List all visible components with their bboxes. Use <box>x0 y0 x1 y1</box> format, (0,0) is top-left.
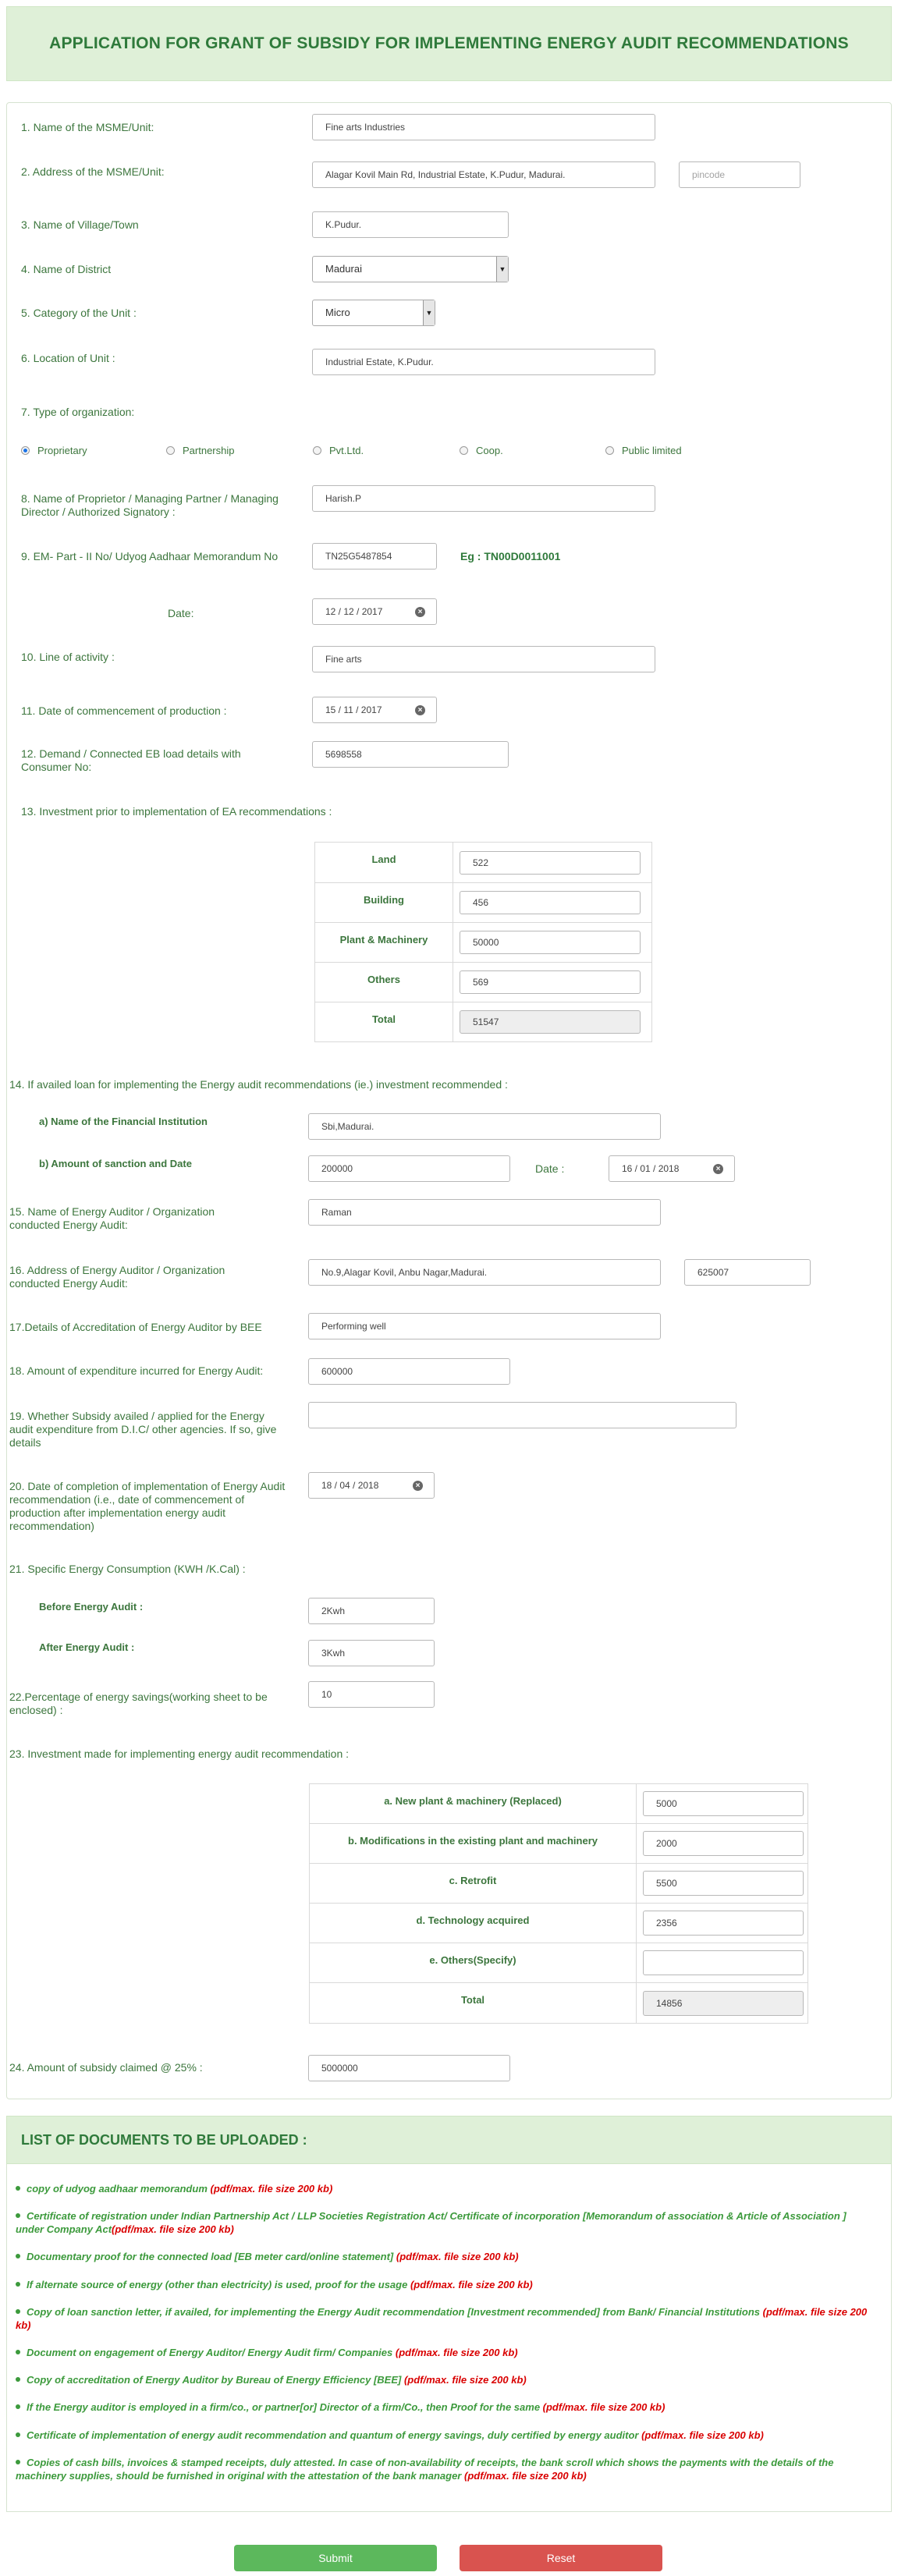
msme-name-input[interactable]: Fine arts Industries <box>312 114 655 140</box>
audit-expenditure-input[interactable]: 600000 <box>308 1358 510 1385</box>
category-select[interactable] <box>312 300 435 326</box>
radio-label: Pvt.Ltd. <box>329 445 364 456</box>
documents-title: LIST OF DOCUMENTS TO BE UPLOADED : <box>21 2132 307 2148</box>
document-item <box>16 2305 874 2332</box>
document-item <box>16 2400 874 2414</box>
document-note: (pdf/max. file size 200 kb) <box>641 2429 764 2441</box>
energy-savings-input[interactable]: 10 <box>308 1681 435 1708</box>
accreditation-input[interactable]: Performing well <box>308 1313 661 1339</box>
document-item <box>16 2346 874 2359</box>
bullet-icon <box>16 2350 20 2354</box>
bullet-icon <box>16 2460 20 2464</box>
q13-label: 13. Investment prior to implementation of EA recommendations : <box>21 805 332 818</box>
document-text: Certificate of registration under Indian Partnership Act / LLP Societies Registration Act/ Certificate of incorporation [Memorandum of association & Article of Association ] under Company Act <box>16 2210 847 2235</box>
q24-label: 24. Amount of subsidy claimed @ 25% : <box>9 2061 203 2074</box>
clear-icon[interactable]: × <box>415 607 425 617</box>
document-item <box>16 2182 874 2195</box>
q17-label: 17.Details of Accreditation of Energy Auditor by BEE <box>9 1321 262 1333</box>
table-row-cell <box>637 1784 808 1824</box>
document-note: (pdf/max. file size 200 kb) <box>463 2470 587 2482</box>
udyog-date-value: 12 / 12 / 2017 <box>325 606 383 617</box>
table-row <box>310 1824 808 1864</box>
org-radio-public-limited[interactable] <box>605 445 682 456</box>
q22-label: 22.Percentage of energy savings(working sheet to be enclosed) : <box>9 1691 268 1716</box>
q7-label: 7. Type of organization: <box>21 406 135 418</box>
document-note: (pdf/max. file size 200 kb) <box>396 2251 519 2262</box>
production-date-value: 15 / 11 / 2017 <box>325 704 382 715</box>
documents-header <box>6 2116 892 2164</box>
completion-date-input[interactable] <box>308 1472 435 1499</box>
radio-checked-icon <box>21 446 30 455</box>
district-select[interactable] <box>312 256 509 282</box>
document-text: Copies of cash bills, invoices & stamped receipts, duly attested. In case of non-availability of receipts, the bank scroll which shows the payments with the details of the machinery supplies, should be furnished in original with the attestation of the bank manager <box>16 2457 834 2482</box>
table-row-cell <box>637 1943 808 1983</box>
table-row-cell <box>453 883 652 923</box>
document-note: (pdf/max. file size 200 kb) <box>210 2183 333 2195</box>
document-note: (pdf/max. file size 200 kb) <box>410 2279 533 2290</box>
table-row <box>310 1864 808 1904</box>
document-item <box>16 2373 874 2386</box>
table-row-cell <box>637 1904 808 1943</box>
table-row-label: Plant & Machinery <box>315 923 453 963</box>
table-row-cell <box>637 1983 808 2024</box>
radio-label: Proprietary <box>37 445 87 456</box>
udyog-date-input[interactable] <box>312 598 437 625</box>
msme-address-input[interactable]: Alagar Kovil Main Rd, Industrial Estate, K.Pudur, Madurai. <box>312 161 655 188</box>
table-row-cell <box>637 1864 808 1904</box>
others-specify-input[interactable] <box>643 1950 804 1975</box>
village-input[interactable]: K.Pudur. <box>312 211 509 238</box>
bullet-icon <box>16 2432 20 2437</box>
bullet-icon <box>16 2309 20 2314</box>
org-radio-partnership[interactable] <box>166 445 234 456</box>
bullet-icon <box>16 2377 20 2382</box>
reset-button[interactable]: Reset <box>460 2545 662 2571</box>
document-item <box>16 2250 874 2263</box>
radio-label: Coop. <box>476 445 503 456</box>
q6-label: 6. Location of Unit : <box>21 352 115 364</box>
q11-label: 11. Date of commencement of production : <box>21 704 227 717</box>
clear-icon[interactable]: × <box>415 705 425 715</box>
table-row-cell <box>453 963 652 1002</box>
table-row <box>315 883 652 923</box>
table-row-cell <box>453 923 652 963</box>
bullet-icon <box>16 2186 20 2191</box>
table-row <box>310 1904 808 1943</box>
table-row-cell <box>637 1824 808 1864</box>
radio-unchecked-icon <box>166 446 175 455</box>
radio-unchecked-icon <box>605 446 614 455</box>
document-note: (pdf/max. file size 200 kb) <box>542 2401 666 2413</box>
investment-prior-table <box>314 842 652 1042</box>
unit-location-input[interactable]: Industrial Estate, K.Pudur. <box>312 349 655 375</box>
document-item <box>16 2209 874 2236</box>
table-row <box>310 1983 808 2024</box>
q9-label: 9. EM- Part - II No/ Udyog Aadhaar Memorandum No <box>21 550 279 562</box>
after-audit-input[interactable]: 3Kwh <box>308 1640 435 1666</box>
q14-date-label: Date : <box>535 1162 565 1175</box>
q21-label: 21. Specific Energy Consumption (KWH /K.Cal) : <box>9 1563 246 1575</box>
q2-label: 2. Address of the MSME/Unit: <box>21 165 165 178</box>
q15-label: 15. Name of Energy Auditor / Organization conducted Energy Audit: <box>9 1205 215 1231</box>
q14a-label: a) Name of the Financial Institution <box>39 1116 208 1127</box>
q4-label: 4. Name of District <box>21 263 112 275</box>
clear-icon[interactable]: × <box>713 1164 723 1174</box>
table-row-cell <box>453 843 652 883</box>
table-row <box>310 1943 808 1983</box>
radio-unchecked-icon <box>313 446 321 455</box>
table-row-cell <box>453 1002 652 1042</box>
table-row-label: e. Others(Specify) <box>310 1943 637 1983</box>
bullet-icon <box>16 2282 20 2287</box>
new-plant-input[interactable]: 5000 <box>643 1791 804 1816</box>
table-row-label: Total <box>310 1983 637 2024</box>
eb-load-input[interactable]: 5698558 <box>312 741 509 768</box>
land-input[interactable]: 522 <box>460 851 641 875</box>
table-row-label: Land <box>315 843 453 883</box>
financial-institution-input[interactable]: Sbi,Madurai. <box>308 1113 661 1140</box>
building-input[interactable]: 456 <box>460 891 641 914</box>
org-radio-proprietary[interactable] <box>21 445 87 456</box>
document-text: If alternate source of energy (other than electricity) is used, proof for the usage <box>27 2279 410 2290</box>
q20-label: 20. Date of completion of implementation of Energy Audit recommendation (i.e., date of commencement of production after implementation energy audit recommendation) <box>9 1480 286 1532</box>
submit-button[interactable]: Submit <box>234 2545 437 2571</box>
radio-label: Partnership <box>183 445 235 456</box>
document-note: (pdf/max. file size 200 kb) <box>16 2306 868 2331</box>
document-text: Copy of loan sanction letter, if availed, for implementing the Energy Audit recommendation [Investment recommended] from Bank/ Financial Institutions <box>27 2306 763 2318</box>
category-select-value: Micro <box>325 307 350 318</box>
completion-date-value: 18 / 04 / 2018 <box>321 1480 379 1491</box>
q3-label: 3. Name of Village/Town <box>21 218 139 231</box>
energy-auditor-name-input[interactable]: Raman <box>308 1199 661 1226</box>
bullet-icon <box>16 2404 20 2409</box>
org-radio-pvtltd[interactable] <box>313 445 364 456</box>
document-text: Documentary proof for the connected load [EB meter card/online statement] <box>27 2251 396 2262</box>
q12-label: 12. Demand / Connected EB load details with Consumer No: <box>21 747 241 773</box>
table-row-label: Others <box>315 963 453 1002</box>
q19-label: 19. Whether Subsidy availed / applied for the Energy audit expenditure from D.I.C/ other agencies. If so, give details <box>9 1410 277 1449</box>
total-investment-input: 14856 <box>643 1991 804 2016</box>
table-row-label: c. Retrofit <box>310 1864 637 1904</box>
after-audit-label: After Energy Audit : <box>39 1641 135 1653</box>
retrofit-input[interactable]: 5500 <box>643 1871 804 1896</box>
subsidy-claimed-input[interactable]: 5000000 <box>308 2055 510 2081</box>
document-text: Copy of accreditation of Energy Auditor by Bureau of Energy Efficiency [BEE] <box>27 2374 404 2386</box>
table-row <box>315 1002 652 1042</box>
district-select-value: Madurai <box>325 263 362 275</box>
q9-date-label: Date: <box>168 607 194 619</box>
proprietor-name-input[interactable]: Harish.P <box>312 485 655 512</box>
page-header <box>6 6 892 81</box>
table-row <box>315 843 652 883</box>
document-item <box>16 2456 874 2482</box>
document-note: (pdf/max. file size 200 kb) <box>403 2374 527 2386</box>
radio-label: Public limited <box>622 445 682 456</box>
document-text: copy of udyog aadhaar memorandum <box>27 2183 211 2195</box>
before-audit-label: Before Energy Audit : <box>39 1601 144 1613</box>
bullet-icon <box>16 2254 20 2258</box>
q5-label: 5. Category of the Unit : <box>21 307 137 319</box>
auditor-pincode-input[interactable]: 625007 <box>684 1259 811 1286</box>
subsidy-details-input[interactable] <box>308 1402 737 1428</box>
q23-label: 23. Investment made for implementing energy audit recommendation : <box>9 1747 350 1760</box>
q8-label: 8. Name of Proprietor / Managing Partner / Managing Director / Authorized Signatory : <box>21 492 279 518</box>
document-item <box>16 2278 874 2291</box>
q18-label: 18. Amount of expenditure incurred for Energy Audit: <box>9 1364 264 1377</box>
q16-label: 16. Address of Energy Auditor / Organization conducted Energy Audit: <box>9 1264 225 1290</box>
q14b-label: b) Amount of sanction and Date <box>39 1158 192 1169</box>
line-of-activity-input[interactable]: Fine arts <box>312 646 655 672</box>
bullet-icon <box>16 2213 20 2218</box>
q1-label: 1. Name of the MSME/Unit: <box>21 121 154 133</box>
before-audit-input[interactable]: 2Kwh <box>308 1598 435 1624</box>
document-note: (pdf/max. file size 200 kb) <box>395 2347 518 2358</box>
table-row-label: Building <box>315 883 453 923</box>
technology-input[interactable]: 2356 <box>643 1911 804 1936</box>
table-row-label: d. Technology acquired <box>310 1904 637 1943</box>
table-row <box>315 923 652 963</box>
chevron-down-icon: ▼ <box>496 257 508 282</box>
udyog-aadhaar-example: Eg : TN00D0011001 <box>460 550 561 562</box>
document-text: Document on engagement of Energy Auditor/ Energy Audit firm/ Companies <box>27 2347 396 2358</box>
q14-label: 14. If availed loan for implementing the Energy audit recommendations (ie.) investment recommended : <box>9 1078 508 1091</box>
sanction-date-value: 16 / 01 / 2018 <box>622 1163 680 1174</box>
q10-label: 10. Line of activity : <box>21 651 115 663</box>
others-input[interactable]: 569 <box>460 970 641 994</box>
modifications-input[interactable]: 2000 <box>643 1831 804 1856</box>
investment-made-table <box>309 1783 808 2024</box>
document-note: (pdf/max. file size 200 kb) <box>112 2223 234 2235</box>
table-row-label: b. Modifications in the existing plant and machinery <box>310 1824 637 1864</box>
table-row <box>315 963 652 1002</box>
clear-icon[interactable]: × <box>413 1481 423 1491</box>
total-prior-input: 51547 <box>460 1010 641 1034</box>
table-row-label: Total <box>315 1002 453 1042</box>
sanction-date-input[interactable] <box>609 1155 735 1182</box>
document-text: If the Energy auditor is employed in a firm/co., or partner[or] Director of a firm/Co., then Proof for the same <box>27 2401 543 2413</box>
document-text: Certificate of implementation of energy audit recommendation and quantum of energy savings, duly certified by energy auditor <box>27 2429 642 2441</box>
org-radio-coop[interactable] <box>460 445 503 456</box>
sanction-amount-input[interactable]: 200000 <box>308 1155 510 1182</box>
chevron-down-icon: ▼ <box>423 300 435 325</box>
plant-machinery-input[interactable]: 50000 <box>460 931 641 954</box>
energy-auditor-address-input[interactable]: No.9,Alagar Kovil, Anbu Nagar,Madurai. <box>308 1259 661 1286</box>
pincode-input[interactable]: pincode <box>679 161 800 188</box>
table-row <box>310 1784 808 1824</box>
page-title: APPLICATION FOR GRANT OF SUBSIDY FOR IMPLEMENTING ENERGY AUDIT RECOMMENDATIONS <box>49 34 849 52</box>
table-row-label: a. New plant & machinery (Replaced) <box>310 1784 637 1824</box>
udyog-aadhaar-input[interactable]: TN25G5487854 <box>312 543 437 569</box>
radio-unchecked-icon <box>460 446 468 455</box>
document-item <box>16 2429 874 2442</box>
production-date-input[interactable] <box>312 697 437 723</box>
